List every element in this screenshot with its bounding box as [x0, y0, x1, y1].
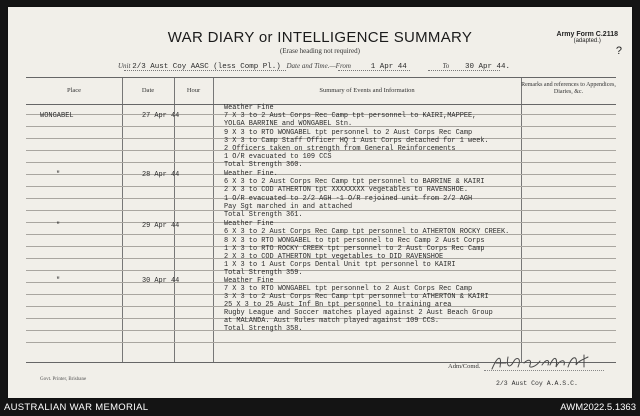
- row-rule: [26, 174, 616, 175]
- summary-line: 7 X 3 to 2 Aust Corps Rec Camp tpt personnel to KAIRI,MAPPEE,: [224, 112, 477, 120]
- summary-line: 6 X 3 to 2 Aust Corps Rec Camp tpt personnel to BARRINE & KAIRI: [224, 178, 485, 186]
- summary-line: Total Strength 358.: [224, 325, 303, 333]
- diary-sheet: [8, 7, 632, 398]
- to-underline: [428, 70, 500, 71]
- caption-institution: AUSTRALIAN WAR MEMORIAL: [4, 402, 149, 413]
- archive-caption: [0, 400, 640, 416]
- to-label: To: [442, 62, 450, 70]
- unit-label: Unit: [118, 62, 131, 70]
- form-subtitle: (Erase heading not required): [280, 47, 360, 55]
- form-note: (adapted.): [573, 38, 601, 44]
- adm-comd-label: Adm/Comd.: [448, 363, 481, 370]
- printer-credit: Govt. Printer, Brisbane: [40, 377, 87, 382]
- row-rule: [26, 162, 616, 163]
- header-summary: Summary of Events and Information: [319, 87, 415, 94]
- from-underline: [338, 70, 410, 71]
- summary-line: Total Strength 359.: [224, 269, 303, 277]
- summary-line: Weather Fine: [224, 277, 274, 285]
- summary-line: Weather Fine: [224, 220, 274, 228]
- form-identifier: [556, 31, 622, 57]
- diary-table: [26, 77, 616, 363]
- row-rule: [26, 342, 616, 343]
- entry-place-ditto: ": [56, 171, 61, 179]
- handwritten-signature: [488, 353, 598, 373]
- summary-line: Weather Fine: [224, 104, 274, 112]
- form-title: WAR DIARY or INTELLIGENCE SUMMARY: [167, 29, 473, 46]
- column-divider: [521, 78, 522, 362]
- entry-date: 28 Apr 44: [142, 171, 180, 179]
- row-rule: [26, 282, 616, 283]
- summary-line: YOLGA BARRINE and WONGABEL Stn.: [224, 120, 353, 128]
- summary-line: 2 X 3 to COD ATHERTON tpt vegetables to DID RAVENSHOE: [224, 253, 444, 261]
- column-divider: [122, 78, 123, 362]
- summary-line: Pay Sgt marched in and attached: [224, 203, 353, 211]
- header-rule: [26, 104, 616, 105]
- summary-line: 1 O/R evacuated to 2/2 AGH -1 O/R rejoined unit from 2/2 AGH: [224, 195, 473, 203]
- summary-line: 9 X 3 to RTO WONGABEL tpt personnel to 2 Aust Corps Rec Camp: [224, 129, 473, 137]
- entry-date: 27 Apr 44: [142, 112, 180, 120]
- column-divider: [174, 78, 175, 362]
- header-hour: Hour: [186, 87, 201, 94]
- entry-place-ditto: ": [56, 277, 61, 285]
- summary-line: Total Strength 360.: [224, 161, 303, 169]
- summary-line: 3 X 3 to 2 Aust Corps Rec Camp tpt personnel to ATHERTON & KAIRI: [224, 293, 489, 301]
- entry-place: WONGABEL: [40, 112, 74, 120]
- caption-accession: AWM2022.5.1363: [560, 402, 636, 413]
- summary-line: 3 X 3 to Camp Staff Officer HQ 1 Aust Corps detached for 1 week.: [224, 137, 489, 145]
- summary-line: 1 X 3 to 1 Aust Corps Dental Unit tpt personnel to KAIRI: [224, 261, 456, 269]
- summary-line: 1 X 3 to RTO ROCKY CREEK tpt personnel to 2 Aust Corps Rec Camp: [224, 245, 485, 253]
- summary-line: 7 X 3 to RTO WONGABEL tpt personnel to 2 Aust Corps Rec Camp: [224, 285, 473, 293]
- entry-date: 30 Apr 44: [142, 277, 180, 285]
- summary-line: 8 X 3 to RTO WONGABEL to tpt personnel to Rec Camp 2 Aust Corps: [224, 237, 485, 245]
- row-rule: [26, 222, 616, 223]
- entry-place-ditto: ": [56, 222, 61, 230]
- summary-line: 25 X 3 to 25 Aust Inf Bn tpt personnel to training area: [224, 301, 452, 309]
- column-divider: [213, 78, 214, 362]
- summary-line: Rugby League and Soccer matches played against 2 Aust Beach Group: [224, 309, 493, 317]
- entry-date: 29 Apr 44: [142, 222, 180, 230]
- form-number: Army Form C.2118: [556, 31, 618, 38]
- unit-signature-block: 2/3 Aust Coy A.A.S.C.: [496, 380, 578, 387]
- summary-line: Total Strength 361.: [224, 211, 303, 219]
- date-label: Date and Time.—From: [286, 62, 351, 70]
- summary-line: at MALANDA. Aust Rules match played against 109 CCS.: [224, 317, 440, 325]
- from-date: 1 Apr 44: [370, 63, 407, 71]
- unit-underline: [124, 70, 286, 71]
- to-date: 30 Apr 44.: [465, 63, 511, 71]
- header-place: Place: [66, 87, 82, 94]
- summary-line: 6 X 3 to 2 Aust Corps Rec Camp tpt personnel to ATHERTON ROCKY CREEK.: [224, 228, 510, 236]
- row-rule: [26, 270, 616, 271]
- summary-line: Weather Fine.: [224, 170, 278, 178]
- summary-line: 2 Officers taken on strength from General Reinforcements: [224, 145, 456, 153]
- row-rule: [26, 330, 616, 331]
- header-date: Date: [141, 87, 155, 94]
- corner-mark: ?: [615, 45, 622, 57]
- summary-line: 2 X 3 to COD ATHERTON tpt XXXXXXXX vegetables to RAVENSHOE.: [224, 186, 468, 194]
- unit-value: 2/3 Aust Coy AASC (less Comp Pl.): [132, 63, 281, 71]
- header-remarks: Remarks and references to Appendices, Diaries, &c.: [521, 82, 616, 95]
- summary-line: 1 O/R evacuated to 109 CCS: [224, 153, 332, 161]
